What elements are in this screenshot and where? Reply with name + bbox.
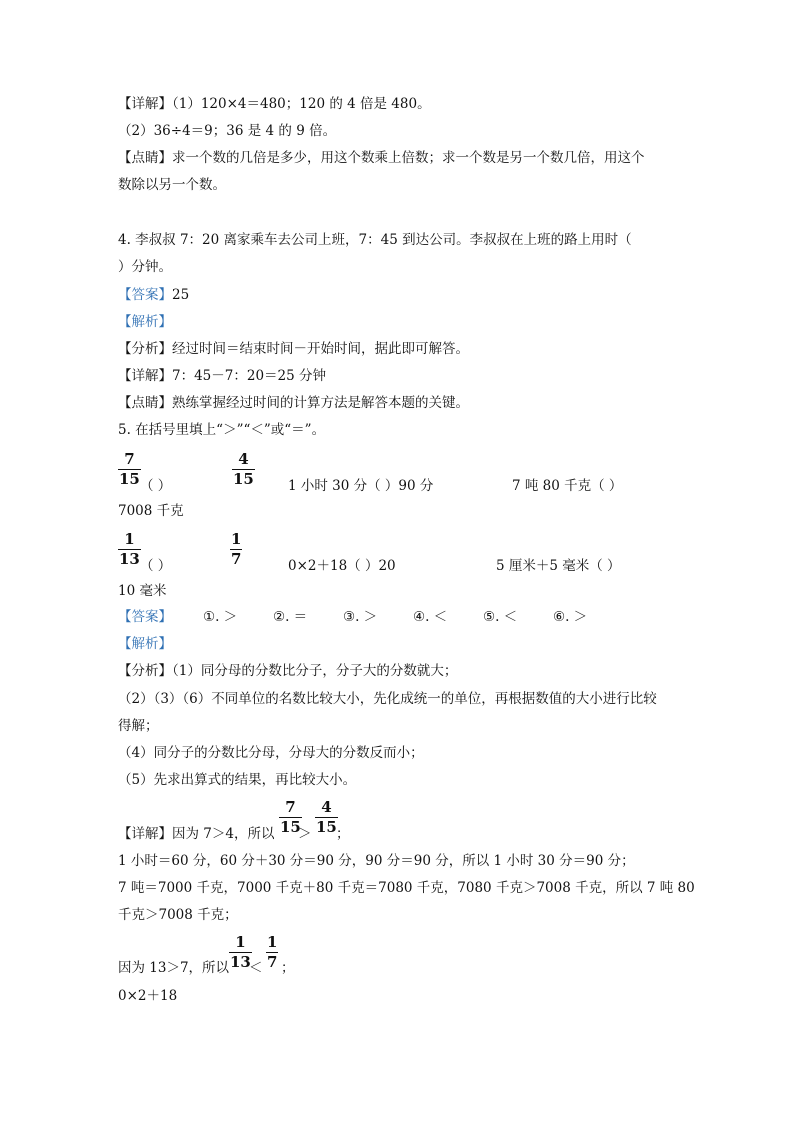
q5-question: 5. 在括号里填上“＞”“＜”或“＝”。 xyxy=(118,422,326,438)
q5-detail-1-text: 【详解】因为 7＞4，所以 xyxy=(118,826,275,842)
q5-fenxi-3: 得解； xyxy=(118,718,159,734)
fraction-denominator: 15 xyxy=(316,818,337,836)
q4-question-line-2: ）分钟。 xyxy=(118,259,172,275)
fraction-denominator: 15 xyxy=(280,818,301,836)
q4-detail: 【详解】7：45－7：20＝25 分钟 xyxy=(118,368,327,384)
q5-answer-1: ①. ＞ xyxy=(203,609,238,625)
q5-detail-3a: 7 吨＝7000 千克，7000 千克＋80 千克＝7080 千克，7080 千克＞7008 千克，所以 7 吨 80 xyxy=(118,880,695,896)
fraction-numerator: 1 xyxy=(231,530,242,548)
q5-row2-item-3-cont: 10 毫米 xyxy=(118,583,167,599)
q3-tip-line-1: 【点睛】求一个数的几倍是多少，用这个数乘上倍数；求一个数是另一个数几倍，用这个 xyxy=(118,150,645,166)
q4-answer xyxy=(118,285,189,305)
fraction-denominator: 13 xyxy=(119,550,140,568)
q5-row1-fraction-a xyxy=(118,451,141,488)
q5-answer-row xyxy=(118,607,172,627)
fraction-denominator: 7 xyxy=(231,550,242,568)
fraction-numerator: 1 xyxy=(235,933,246,951)
q5-row2-item-3: 5 厘米＋5 毫米（ ） xyxy=(496,558,621,574)
q5-fenxi-1: 【分析】（1）同分母的分数比分子，分子大的分数就大； xyxy=(118,663,458,679)
q4-question-line-1: 4. 李叔叔 7：20 离家乘车去公司上班，7：45 到达公司。李叔叔在上班的路上用时（ xyxy=(118,232,632,248)
q5-fenxi-5: （5）先求出算式的结果，再比较大小。 xyxy=(118,772,357,788)
q5-detail-5: 0×2＋18 xyxy=(118,988,178,1004)
q5-detail-1-end: ； xyxy=(336,826,350,842)
q4-analysis-label: 【解析】 xyxy=(118,314,172,330)
q5-detail-2: 1 小时＝60 分，60 分＋30 分＝90 分，90 分＝90 分，所以 1 小时 30 分＝90 分； xyxy=(118,853,635,869)
fraction-numerator: 4 xyxy=(321,798,332,816)
q5-answer-6: ⑥. ＞ xyxy=(553,609,588,625)
fraction-numerator: 7 xyxy=(124,450,135,468)
q5-row1-item-3: 7 吨 80 千克（ ） xyxy=(512,478,623,494)
fraction-numerator: 1 xyxy=(267,933,278,951)
fraction-numerator: 1 xyxy=(124,530,135,548)
q4-answer-value: 25 xyxy=(172,287,190,303)
q3-detail-2: （2）36÷4＝9；36 是 4 的 9 倍。 xyxy=(118,123,337,139)
fraction-denominator: 15 xyxy=(119,470,140,488)
q4-tip: 【点睛】熟练掌握经过时间的计算方法是解答本题的关键。 xyxy=(118,395,469,411)
q5-row1-fraction-b xyxy=(232,451,255,488)
q5-fenxi-2: （2）（3）（6）不同单位的名数比较大小，先化成统一的单位，再根据数值的大小进行比较 xyxy=(118,691,657,707)
q5-answer-5: ⑤. ＜ xyxy=(483,609,518,625)
q4-answer-label: 【答案】 xyxy=(118,287,172,303)
q5-fenxi-4: （4）同分子的分数比分母，分母大的分数反而小； xyxy=(118,745,424,761)
q5-answer-2: ②. ＝ xyxy=(273,609,308,625)
q5-row2-fraction-b xyxy=(230,531,242,568)
q5-row2-item-2: 0×2＋18（ ）20 xyxy=(288,558,396,574)
q3-tip-line-2: 数除以另一个数。 xyxy=(118,177,226,193)
fraction-numerator: 4 xyxy=(238,450,249,468)
q3-detail-1: 【详解】（1）120×4＝480；120 的 4 倍是 480。 xyxy=(118,96,431,112)
q5-analysis-label: 【解析】 xyxy=(118,636,172,652)
q5-detail-3b: 千克＞7008 千克； xyxy=(118,907,238,923)
q5-row1-item-2: 1 小时 30 分（ ）90 分 xyxy=(288,478,434,494)
fraction-denominator: 7 xyxy=(267,953,278,971)
q5-row2-fraction-a xyxy=(118,531,141,568)
q5-row2-blank-a[interactable]: （ ） xyxy=(140,558,172,574)
q5-detail-4-operator: ＜ xyxy=(249,960,263,976)
fraction-denominator: 13 xyxy=(230,953,251,971)
q5-answer-label: 【答案】 xyxy=(118,609,172,625)
fraction-denominator: 15 xyxy=(233,470,254,488)
q5-detail-1-operator: ＞ xyxy=(298,826,312,842)
q5-detail-1-fraction-b xyxy=(315,799,338,836)
fraction-numerator: 7 xyxy=(285,798,296,816)
q5-row1-item-3-cont: 7008 千克 xyxy=(118,503,184,519)
q5-detail-4-text: 因为 13＞7，所以 xyxy=(118,960,230,976)
q5-answer-4: ④. ＜ xyxy=(413,609,448,625)
q5-row1-blank-a[interactable]: （ ） xyxy=(140,478,172,494)
q5-detail-4-fraction-b xyxy=(266,934,278,971)
q5-answer-3: ③. ＞ xyxy=(343,609,378,625)
q5-detail-4-end: ； xyxy=(281,960,295,976)
q4-fenxi: 【分析】经过时间＝结束时间－开始时间，据此即可解答。 xyxy=(118,341,469,357)
